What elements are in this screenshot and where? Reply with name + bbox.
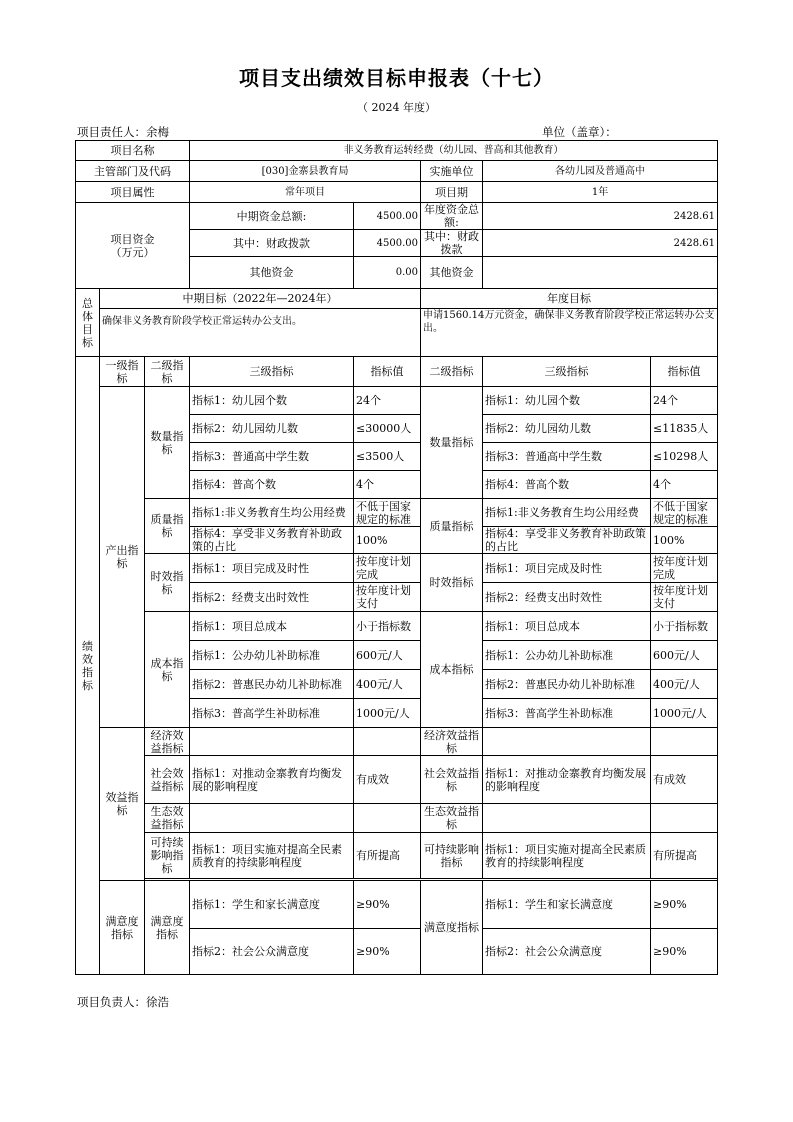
label-funds-b: （万元） <box>110 245 155 259</box>
indicator-value: ≤11835人 <box>651 415 718 443</box>
indicator-value: 不低于国家规定的标准 <box>354 499 421 527</box>
table-row <box>76 612 718 641</box>
indicator-value: 400元/人 <box>651 670 718 699</box>
indicator-value: ≤3500人 <box>354 443 421 471</box>
label-quantity-right: 数量指标 <box>421 387 483 499</box>
label-output: 产出指标 <box>100 387 145 728</box>
project-responsible: 项目责任人：余梅 <box>77 125 169 139</box>
label-economic-left: 经济效益指标 <box>145 728 190 756</box>
indicator-value: ≤30000人 <box>354 415 421 443</box>
label-sustain-right: 可持续影响指标 <box>421 833 483 879</box>
label-quality-left: 质量指标 <box>145 499 190 554</box>
label-social-right: 社会效益指标 <box>421 756 483 804</box>
label-dept: 主管部门及代码 <box>76 161 190 182</box>
indicator-name: 指标4：普高个数 <box>483 471 651 499</box>
label-satisfaction-right: 满意度指标 <box>421 881 483 975</box>
indicator-value: 100% <box>354 527 421 554</box>
indicator-name: 指标1：项目实施对提高全民素质教育的持续影响程度 <box>483 833 651 879</box>
indicator-name: 指标3：普高学生补助标准 <box>190 699 354 728</box>
indicator-name: 指标1：项目完成及时性 <box>190 554 354 583</box>
indicator-value: ≥90% <box>651 881 718 929</box>
label-ecological-right: 生态效益指标 <box>421 804 483 833</box>
label-satisfaction-left: 满意度指标 <box>145 881 190 975</box>
unit-stamp-label: 单位（盖章）： <box>542 125 617 139</box>
label-value-right: 指标值 <box>651 357 718 387</box>
indicator-value: 600元/人 <box>651 641 718 670</box>
indicator-value: 400元/人 <box>354 670 421 699</box>
project-person: 项目负责人：徐浩 <box>77 995 169 1009</box>
label-period: 项目期 <box>421 182 483 203</box>
indicator-name: 指标1:非义务教育生均公用经费 <box>483 499 651 527</box>
label-funds <box>76 203 190 289</box>
indicator-value: 有成效 <box>651 756 718 804</box>
label-annual-other: 其他资金 <box>421 257 483 289</box>
table-row <box>76 804 718 833</box>
label-attr: 项目属性 <box>76 182 190 203</box>
indicator-value: 有所提高 <box>354 833 421 879</box>
value-annual-fiscal: 2428.61 <box>483 230 718 257</box>
value-annual-goal: 申请1560.14万元资金，确保非义务教育阶段学校正常运转办公支出。 <box>421 309 718 357</box>
year-line: （ 2024 年度） <box>357 101 436 114</box>
row-dept <box>76 161 718 182</box>
indicator-value: 24个 <box>354 387 421 415</box>
label-benefit: 效益指标 <box>100 728 145 881</box>
row-funds-total <box>76 203 718 230</box>
indicator-name: 指标3：普高学生补助标准 <box>483 699 651 728</box>
value-mid-fiscal: 4500.00 <box>354 230 421 257</box>
indicator-name: 指标4：享受非义务教育补助政策的占比 <box>190 527 354 554</box>
indicator-value: 按年度计划完成 <box>651 554 718 583</box>
indicator-value: 按年度计划支付 <box>651 583 718 612</box>
label-annual-total: 年度资金总额: <box>421 203 483 230</box>
indicator-value <box>354 728 421 756</box>
indicator-value: 1000元/人 <box>354 699 421 728</box>
indicator-name: 指标2：社会公众满意度 <box>190 929 354 975</box>
label-cost-right: 成本指标 <box>421 612 483 728</box>
label-mid-target: 中期目标（2022年—2024年） <box>100 289 421 309</box>
indicator-name: 指标1：学生和家长满意度 <box>483 881 651 929</box>
indicator-value <box>651 728 718 756</box>
indicator-name: 指标2：幼儿园幼儿数 <box>483 415 651 443</box>
indicator-value <box>651 804 718 833</box>
indicator-value: 4个 <box>651 471 718 499</box>
indicator-name: 指标2：幼儿园幼儿数 <box>190 415 354 443</box>
page-title: 项目支出绩效目标申报表（十七） <box>239 66 554 90</box>
indicator-name: 指标1：项目总成本 <box>483 612 651 641</box>
indicator-value: 600元/人 <box>354 641 421 670</box>
table-row <box>76 728 718 756</box>
label-project-name: 项目名称 <box>76 141 190 161</box>
indicator-value <box>354 804 421 833</box>
indicator-value: 100% <box>651 527 718 554</box>
table-row <box>76 499 718 527</box>
indicator-name <box>483 728 651 756</box>
table-row <box>76 387 718 415</box>
indicator-name: 指标2：社会公众满意度 <box>483 929 651 975</box>
label-annual-fiscal: 其中：财政拨款 <box>421 230 483 257</box>
label-economic-right: 经济效益指标 <box>421 728 483 756</box>
label-annual-target: 年度目标 <box>421 289 718 309</box>
label-quantity-left: 数量指标 <box>145 387 190 499</box>
label-mid-other: 其他资金 <box>190 257 354 289</box>
row-attr <box>76 182 718 203</box>
indicator-name <box>483 804 651 833</box>
indicator-name: 指标1：学生和家长满意度 <box>190 881 354 929</box>
row-indicator-header <box>76 357 718 387</box>
row-project-name <box>76 141 718 161</box>
value-dept: [030]金寨县教育局 <box>190 161 421 182</box>
value-annual-other <box>483 257 718 289</box>
table-row <box>76 833 718 879</box>
indicator-name: 指标4：享受非义务教育补助政策的占比 <box>483 527 651 554</box>
table-row <box>76 881 718 929</box>
indicator-value: ≥90% <box>651 929 718 975</box>
indicator-name: 指标3：普通高中学生数 <box>190 443 354 471</box>
label-lvl3-right: 三级指标 <box>483 357 651 387</box>
table-row <box>76 756 718 804</box>
indicator-value: 按年度计划支付 <box>354 583 421 612</box>
row-goal-header <box>76 289 718 309</box>
value-annual-total: 2428.61 <box>483 203 718 230</box>
indicator-value: 有所提高 <box>651 833 718 879</box>
indicator-value: 4个 <box>354 471 421 499</box>
indicator-value: ≥90% <box>354 881 421 929</box>
indicator-name: 指标1：项目总成本 <box>190 612 354 641</box>
value-attr: 常年项目 <box>190 182 421 203</box>
row-goal-content <box>76 309 718 357</box>
indicator-value: ≥90% <box>354 929 421 975</box>
indicator-name: 指标1:非义务教育生均公用经费 <box>190 499 354 527</box>
label-time-left: 时效指标 <box>145 554 190 612</box>
table-row <box>76 554 718 583</box>
indicator-name: 指标1：幼儿园个数 <box>190 387 354 415</box>
indicator-name: 指标1：公办幼儿补助标准 <box>190 641 354 670</box>
value-mid-total: 4500.00 <box>354 203 421 230</box>
performance-table <box>75 140 718 975</box>
value-impl-unit: 各幼儿园及普通高中 <box>483 161 718 182</box>
label-ecological-left: 生态效益指标 <box>145 804 190 833</box>
indicator-name: 指标1：对推动金寨教育均衡发展的影响程度 <box>190 756 354 804</box>
label-lvl2: 二级指标 <box>145 357 190 387</box>
indicator-name <box>190 728 354 756</box>
label-mid-fiscal: 其中：财政拨款 <box>190 230 354 257</box>
label-overall: 总体目标 <box>76 289 100 357</box>
indicator-value: 24个 <box>651 387 718 415</box>
indicator-value: 小于指标数 <box>354 612 421 641</box>
indicator-name: 指标1：幼儿园个数 <box>483 387 651 415</box>
indicator-value: 不低于国家规定的标准 <box>651 499 718 527</box>
indicator-value: ≤10298人 <box>651 443 718 471</box>
indicator-name: 指标4：普高个数 <box>190 471 354 499</box>
indicator-name: 指标2：经费支出时效性 <box>190 583 354 612</box>
indicator-name: 指标2：普惠民办幼儿补助标准 <box>190 670 354 699</box>
label-sustain-left: 可持续影响指标 <box>145 833 190 879</box>
label-social-left: 社会效益指标 <box>145 756 190 804</box>
indicator-value: 1000元/人 <box>651 699 718 728</box>
label-lvl2-right: 二级指标 <box>421 357 483 387</box>
label-perf: 绩效指标 <box>76 357 100 975</box>
label-cost-left: 成本指标 <box>145 612 190 728</box>
label-impl-unit: 实施单位 <box>421 161 483 182</box>
indicator-value: 按年度计划完成 <box>354 554 421 583</box>
indicator-name: 指标1：公办幼儿补助标准 <box>483 641 651 670</box>
indicator-value: 小于指标数 <box>651 612 718 641</box>
label-mid-total: 中期资金总额: <box>190 203 354 230</box>
label-lvl3-left: 三级指标 <box>190 357 354 387</box>
value-mid-other: 0.00 <box>354 257 421 289</box>
label-quality-right: 质量指标 <box>421 499 483 554</box>
label-lvl1: 一级指标 <box>100 357 145 387</box>
indicator-name: 指标1：对推动金寨教育均衡发展的影响程度 <box>483 756 651 804</box>
value-mid-goal: 确保非义务教育阶段学校正常运转办公支出。 <box>100 309 421 357</box>
indicator-value: 有成效 <box>354 756 421 804</box>
indicator-name: 指标2：经费支出时效性 <box>483 583 651 612</box>
label-value-left: 指标值 <box>354 357 421 387</box>
value-period: 1年 <box>483 182 718 203</box>
label-satisfaction-l1: 满意度指标 <box>100 881 145 975</box>
indicator-name: 指标2：普惠民办幼儿补助标准 <box>483 670 651 699</box>
indicator-name: 指标1：项目实施对提高全民素质教育的持续影响程度 <box>190 833 354 879</box>
value-project-name: 非义务教育运转经费（幼儿园、普高和其他教育） <box>190 141 718 161</box>
label-time-right: 时效指标 <box>421 554 483 612</box>
label-funds-a: 项目资金 <box>110 232 155 246</box>
indicator-name <box>190 804 354 833</box>
indicator-name: 指标3：普通高中学生数 <box>483 443 651 471</box>
indicator-name: 指标1：项目完成及时性 <box>483 554 651 583</box>
